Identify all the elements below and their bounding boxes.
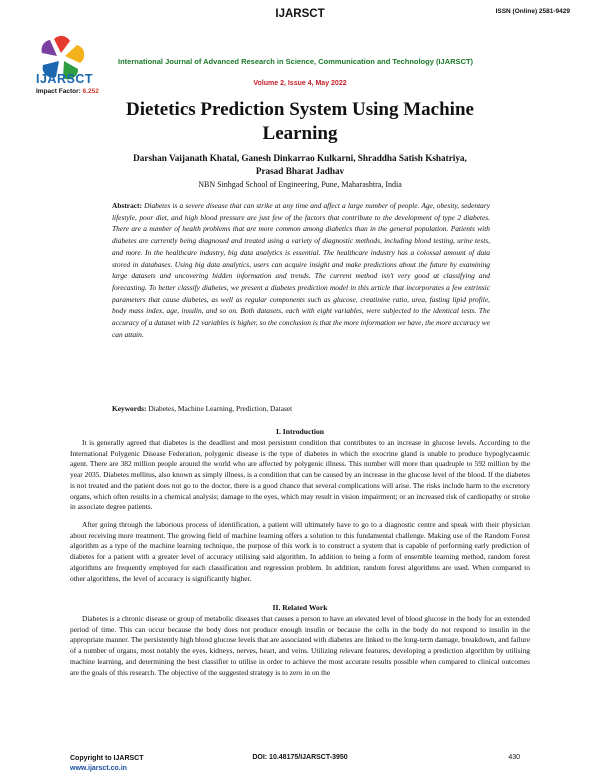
page-number: 430 <box>508 754 520 761</box>
impact-value: 6.252 <box>82 88 99 95</box>
authors-line-1: Darshan Vaijanath Khatal, Ganesh Dinkarrao Kulkarni, Shraddha Satish Kshatriya, <box>133 153 467 163</box>
footer-doi: DOI: 10.48175/IJARSCT-3950 <box>252 754 348 761</box>
section-2-paragraph-1: Diabetes is a chronic disease or group of metabolic diseases that causes a person to have an elevated level of blood glucose in the body for an extended period of time. This can occur because the body does not produce enough insulin or because the cells in the body do not respond to insulin in the appropriate manner. The persistently high blood glucose levels that are associated with diabetes are linked to the long-term damage, breakdown, and failure of a number of organs, most notably the eyes, kidneys, nerves, heart, and veins. Utilizing relevant features, developing a prediction algorithm by utilising machine learning, and determining the best classifier to utilise in order to achieve the most accurate results possible when compared to clinical outcomes are the goals of this research. The objective of the suggested strategy is to zero in on the <box>70 614 530 677</box>
volume-issue: Volume 2, Issue 4, May 2022 <box>253 80 347 87</box>
impact-factor <box>36 88 99 95</box>
keywords-label: Keywords: <box>112 404 147 413</box>
header-title: IJARSCT <box>275 8 325 20</box>
authors <box>90 152 510 178</box>
footer-url[interactable]: www.ijarsct.co.in <box>70 765 127 772</box>
section-1-paragraph-1: It is generally agreed that diabetes is the deadliest and most persistent condition that contributes to an increase in glucose levels. According to the International Polygenic Disease Federation, polygenic disease is the type of diabetes in which the exocrine gland is unable to produce hypoglycaemic agent. There are 382 million people around the world who are affected by polygenic illness. This number will more than quadruple to 592 million by the year 2035. Diabetes mellitus, also known as simply illness, is a condition that can be caused by an increase in the glucose level of the blood. If the diabetes is not treated and the patient does not go to the doctor, there is a good chance that several complications will arise. The risks include harm to the excretory organs, which often results in a chemical analysis; damage to the eyes, which may result in vision impairment; or an increased risk of cardiopathy or stroke in associate degree patients. <box>70 438 530 512</box>
issn-label: ISSN (Online) 2581-9429 <box>495 8 570 15</box>
section-1-paragraph-2: After going through the laborious process of identification, a patient will ultimately have to go to a diagnostic centre and speak with their physician about receiving more treatment. The growing field of machine learning offers a solution to this fundamental challenge. Making use of the Random Forest algorithm as a type of the machine learning technique, the purpose of this work is to construct a system that is capable of performing early prediction of diabetes for a patient with a greater level of accuracy utilising said algorithm. In addition to being a form of ensemble learning method, random forest algorithms are frequently employed for each classification and regression problem. In addition, random forest algorithms are used. When compared to other algorithms, the level of accuracy is significantly higher. <box>70 520 530 583</box>
paper-title: Dietetics Prediction System Using Machine Learning <box>126 99 474 144</box>
section-1-heading: I. Introduction <box>276 427 324 436</box>
abstract-body: Diabetes is a severe disease that can strike at any time and affect a large number of people. Age, obesity, sedentary lifestyle, poor diet, and high blood pressure are just few of the factors that contribute to the development of type 2 diabetes. There are a number of health problems that are more common among diabetics than in the general population. Patients with diabetes are currently being diagnosed and treated using a variety of diagnostic methods, including blood testing, urine tests, and more. In the healthcare industry, big data analytics is essential. The healthcare industry has a colossal amount of data stored in databases. Using big data analytics, users can acquire insight and make predictions about the future by examining large datasets and uncovering hidden information and trends. The current method isn't very good at classifying and forecasting. To better classify diabetes, we present a diabetes prediction model in this article that incorporates a few extrinsic parameters that cause diabetes, as well as regular components such as glucose, creatinine ratio, urea, fasting lipid profile, body mass index, age, insulin, and so on. Both datasets, each with eight variables, were subjected to the identical tests. The accuracy of a dataset with 12 variables is higher, so the conclusion is that the more information we have, the more accuracy we can attain. <box>112 201 490 339</box>
footer-copyright: Copyright to IJARSCT <box>70 755 144 762</box>
journal-name: International Journal of Advanced Research in Science, Communication and Technology (IJARSCT) <box>118 57 474 66</box>
logo-text: IJARSCT <box>36 72 93 86</box>
affiliation: NBN Sinhgad School of Engineering, Pune, Maharashtra, India <box>198 180 402 189</box>
keywords <box>112 404 490 413</box>
abstract <box>112 200 490 340</box>
section-2-heading: II. Related Work <box>272 603 328 612</box>
keywords-list: Diabetes, Machine Learning, Prediction, Dataset <box>148 404 293 413</box>
abstract-label: Abstract: <box>112 201 142 210</box>
impact-label: Impact Factor: <box>36 88 81 95</box>
authors-line-2: Prasad Bharat Jadhav <box>255 166 345 176</box>
